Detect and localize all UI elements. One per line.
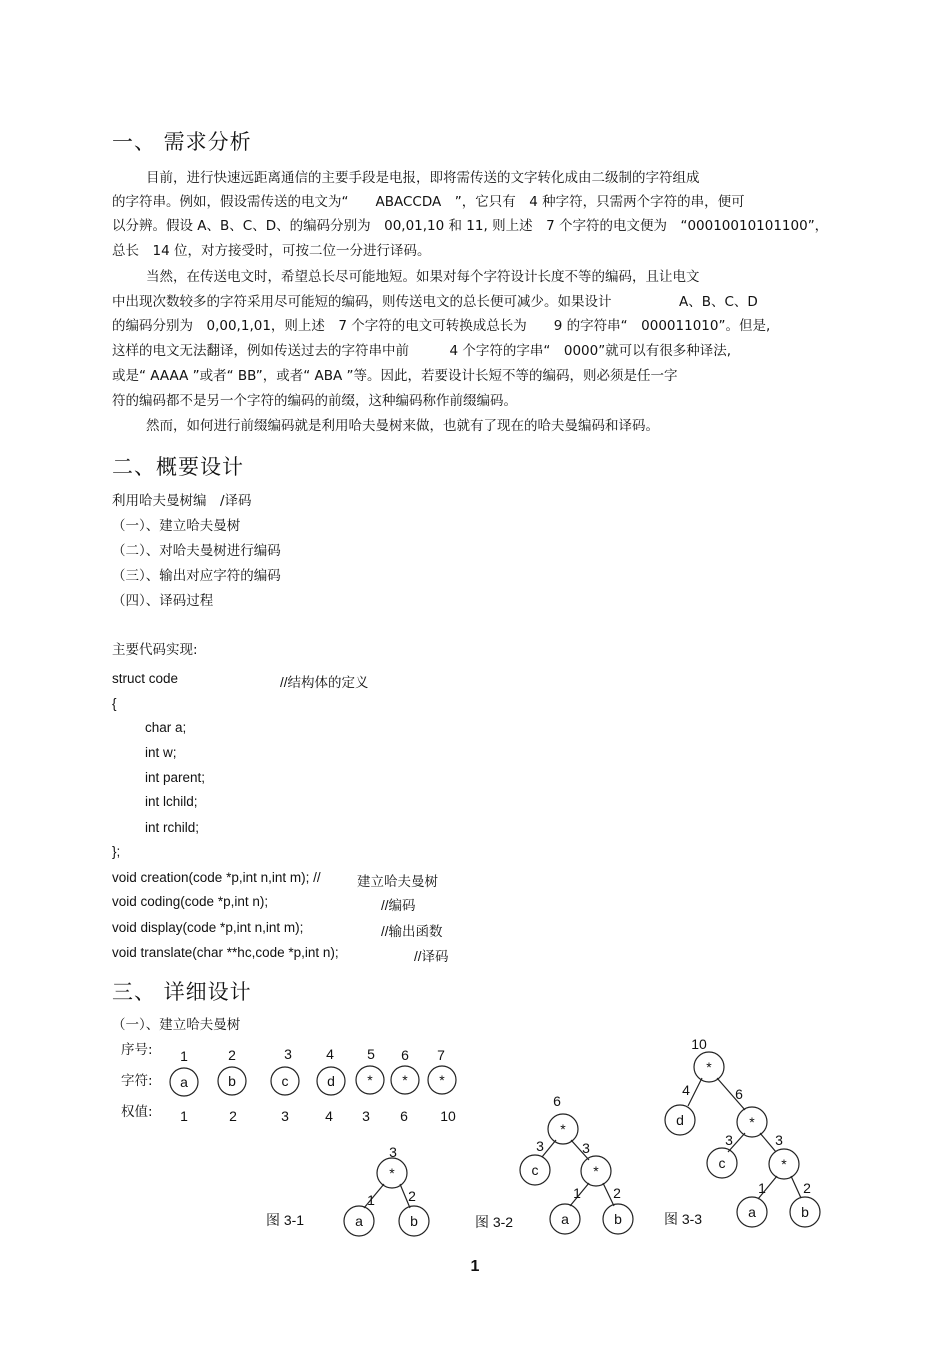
fig1-root-weight: 3 (389, 1144, 397, 1160)
code-comment: //输出函数 (381, 924, 443, 939)
char-node-label: d (327, 1073, 335, 1089)
code-line: }; (112, 844, 121, 859)
fig1-left-edge-label: 1 (367, 1192, 375, 1208)
code-line: void creation(code *p,int n,int m); // (112, 870, 321, 885)
char-node-label: b (228, 1073, 236, 1089)
code-line: void coding(code *p,int n); (112, 894, 269, 909)
code-title: 主要代码实现: (112, 642, 198, 658)
fig3-edge (688, 1078, 702, 1106)
fig3-inner-char-6: * (749, 1114, 755, 1130)
char-node-label: c (281, 1073, 289, 1089)
fig3-caption: 图 3-3 (663, 1211, 703, 1227)
code-line: void translate(char **hc,code *p,int n); (112, 945, 339, 960)
code-line: int w; (145, 745, 177, 760)
index-value: 5 (367, 1046, 375, 1062)
code-comment: //结构体的定义 (280, 675, 369, 690)
fig3-edge (791, 1176, 801, 1198)
fig3-leaf-c: c (718, 1155, 726, 1171)
code-line: int rchild; (145, 820, 200, 835)
section1-heading: 一、 需求分析 (112, 130, 252, 154)
fig1-leaf-b: b (410, 1213, 418, 1229)
section3-heading: 三、 详细设计 (112, 980, 252, 1004)
fig2-inner-char: * (593, 1163, 599, 1179)
fig2-leaf-b: b (614, 1211, 622, 1227)
fig3-leaf-d: d (676, 1112, 684, 1128)
section2-item: （三）、输出对应字符的编码 (112, 568, 281, 584)
weight-value: 2 (229, 1108, 237, 1124)
section1-line: 以分辨。假设 A、B、C、D、的编码分别为 00,01,10 和 11, 则上述 7 个字符的电文便为 “00010010101100”， (112, 218, 829, 234)
fig2-caption: 图 3-2 (474, 1214, 514, 1230)
section1-line: 符的编码都不是另一个字符的编码的前缀，这种编码称作前缀编码。 (112, 393, 517, 409)
section1-line: 总长 14 位，对方接受时，可按二位一分进行译码。 (112, 243, 431, 259)
section1-line: 当然，在传送电文时，希望总长尽可能地短。如果对每个字符设计长度不等的编码，且让电文 (146, 269, 700, 285)
fig2-leaf-a: a (561, 1211, 569, 1227)
code-comment: 建立哈夫曼树 (357, 874, 438, 889)
fig2-edge-label: 3 (536, 1138, 544, 1154)
code-line: struct code (112, 671, 179, 686)
weight-value: 3 (281, 1108, 289, 1124)
code-line: int parent; (145, 770, 206, 785)
weight-value: 10 (440, 1108, 456, 1124)
fig2-edge-label: 1 (573, 1185, 581, 1201)
fig3-edge-label: 6 (735, 1086, 743, 1102)
fig3-edge-label: 3 (775, 1132, 783, 1148)
code-line: void display(code *p,int n,int m); (112, 920, 304, 935)
code-comment: //译码 (414, 949, 449, 964)
section2-item: （一）、建立哈夫曼树 (112, 518, 241, 534)
index-value: 7 (437, 1047, 445, 1063)
weight-value: 4 (325, 1108, 333, 1124)
section1-line: 目前，进行快速远距离通信的主要手段是电报，即将需传送的文字转化成由二级制的字符组成 (146, 170, 700, 186)
index-value: 1 (180, 1048, 188, 1064)
section2-intro: 利用哈夫曼树编 /译码 (112, 493, 252, 509)
fig2-edge-label: 3 (582, 1140, 590, 1156)
fig3-root-char: * (706, 1059, 712, 1075)
fig3-root-weight: 10 (691, 1036, 707, 1052)
section1-line: 这样的电文无法翻译，例如传送过去的字符串中前 4 个字符的字串“ 0000”就可以有很多种译法, (112, 343, 732, 359)
code-line: char a; (145, 720, 187, 735)
code-line: { (112, 696, 117, 711)
index-value: 2 (228, 1047, 236, 1063)
char-node-label: a (180, 1074, 188, 1090)
row-label-weight: 权值: (121, 1104, 153, 1120)
code-comment: //编码 (381, 898, 416, 913)
fig3-edge (760, 1133, 776, 1152)
index-value: 6 (401, 1047, 409, 1063)
section2-item: （四）、译码过程 (112, 593, 214, 609)
char-node-label: * (367, 1072, 373, 1088)
fig1-root-char: * (389, 1165, 395, 1181)
weight-value: 6 (400, 1108, 408, 1124)
code-line: int lchild; (145, 794, 198, 809)
fig3-leaf-b: b (801, 1204, 809, 1220)
fig2-root-weight: 6 (553, 1093, 561, 1109)
fig1-caption: 图 3-1 (265, 1212, 305, 1228)
fig2-root-char: * (560, 1121, 566, 1137)
row-label-index: 序号: (121, 1042, 153, 1058)
char-node-label: * (402, 1072, 408, 1088)
fig2-edge-label: 2 (613, 1185, 621, 1201)
section1-line: 然而，如何进行前缀编码就是利用哈夫曼树来做，也就有了现在的哈夫曼编码和译码。 (146, 418, 659, 434)
fig3-edge-label: 4 (682, 1082, 690, 1098)
section2-item: （二）、对哈夫曼树进行编码 (112, 543, 281, 559)
fig3-inner-char-3: * (781, 1156, 787, 1172)
fig3-edge-label: 3 (725, 1132, 733, 1148)
page-number: 1 (470, 1258, 480, 1275)
fig3-edge-label: 1 (758, 1180, 766, 1196)
section1-line: 的编码分别为 0,00,1,01，则上述 7 个字符的电文可转换成总长为 9 的字符串“ 000011010”。但是, (112, 318, 771, 334)
row-label-char: 字符: (121, 1073, 153, 1089)
section3-sub: （一）、建立哈夫曼树 (112, 1017, 241, 1033)
weight-value: 1 (180, 1108, 188, 1124)
weight-value: 3 (362, 1108, 370, 1124)
fig3-edge-label: 2 (803, 1180, 811, 1196)
index-value: 3 (284, 1046, 292, 1062)
fig3-leaf-a: a (748, 1204, 756, 1220)
fig2-leaf-c: c (531, 1162, 539, 1178)
section1-line: 中出现次数较多的字符采用尽可能短的编码，则传送电文的总长便可减少。如果设计 A、B、C、D (112, 294, 758, 310)
char-node-label: * (439, 1072, 445, 1088)
fig1-leaf-a: a (355, 1213, 363, 1229)
fig1-right-edge-label: 2 (408, 1188, 416, 1204)
section1-line: 的字符串。例如，假设需传送的电文为“ ABACCDA ”，它只有 4 种字符，只需两个字符的串，便可 (112, 194, 745, 210)
index-value: 4 (326, 1046, 334, 1062)
section2-heading: 二、概要设计 (112, 455, 244, 479)
section1-line: 或是“ AAAA ”或者“ BB”，或者“ ABA ”等。因此，若要设计长短不等的编码，则必须是任一字 (112, 368, 678, 384)
fig2-edge (542, 1140, 556, 1157)
